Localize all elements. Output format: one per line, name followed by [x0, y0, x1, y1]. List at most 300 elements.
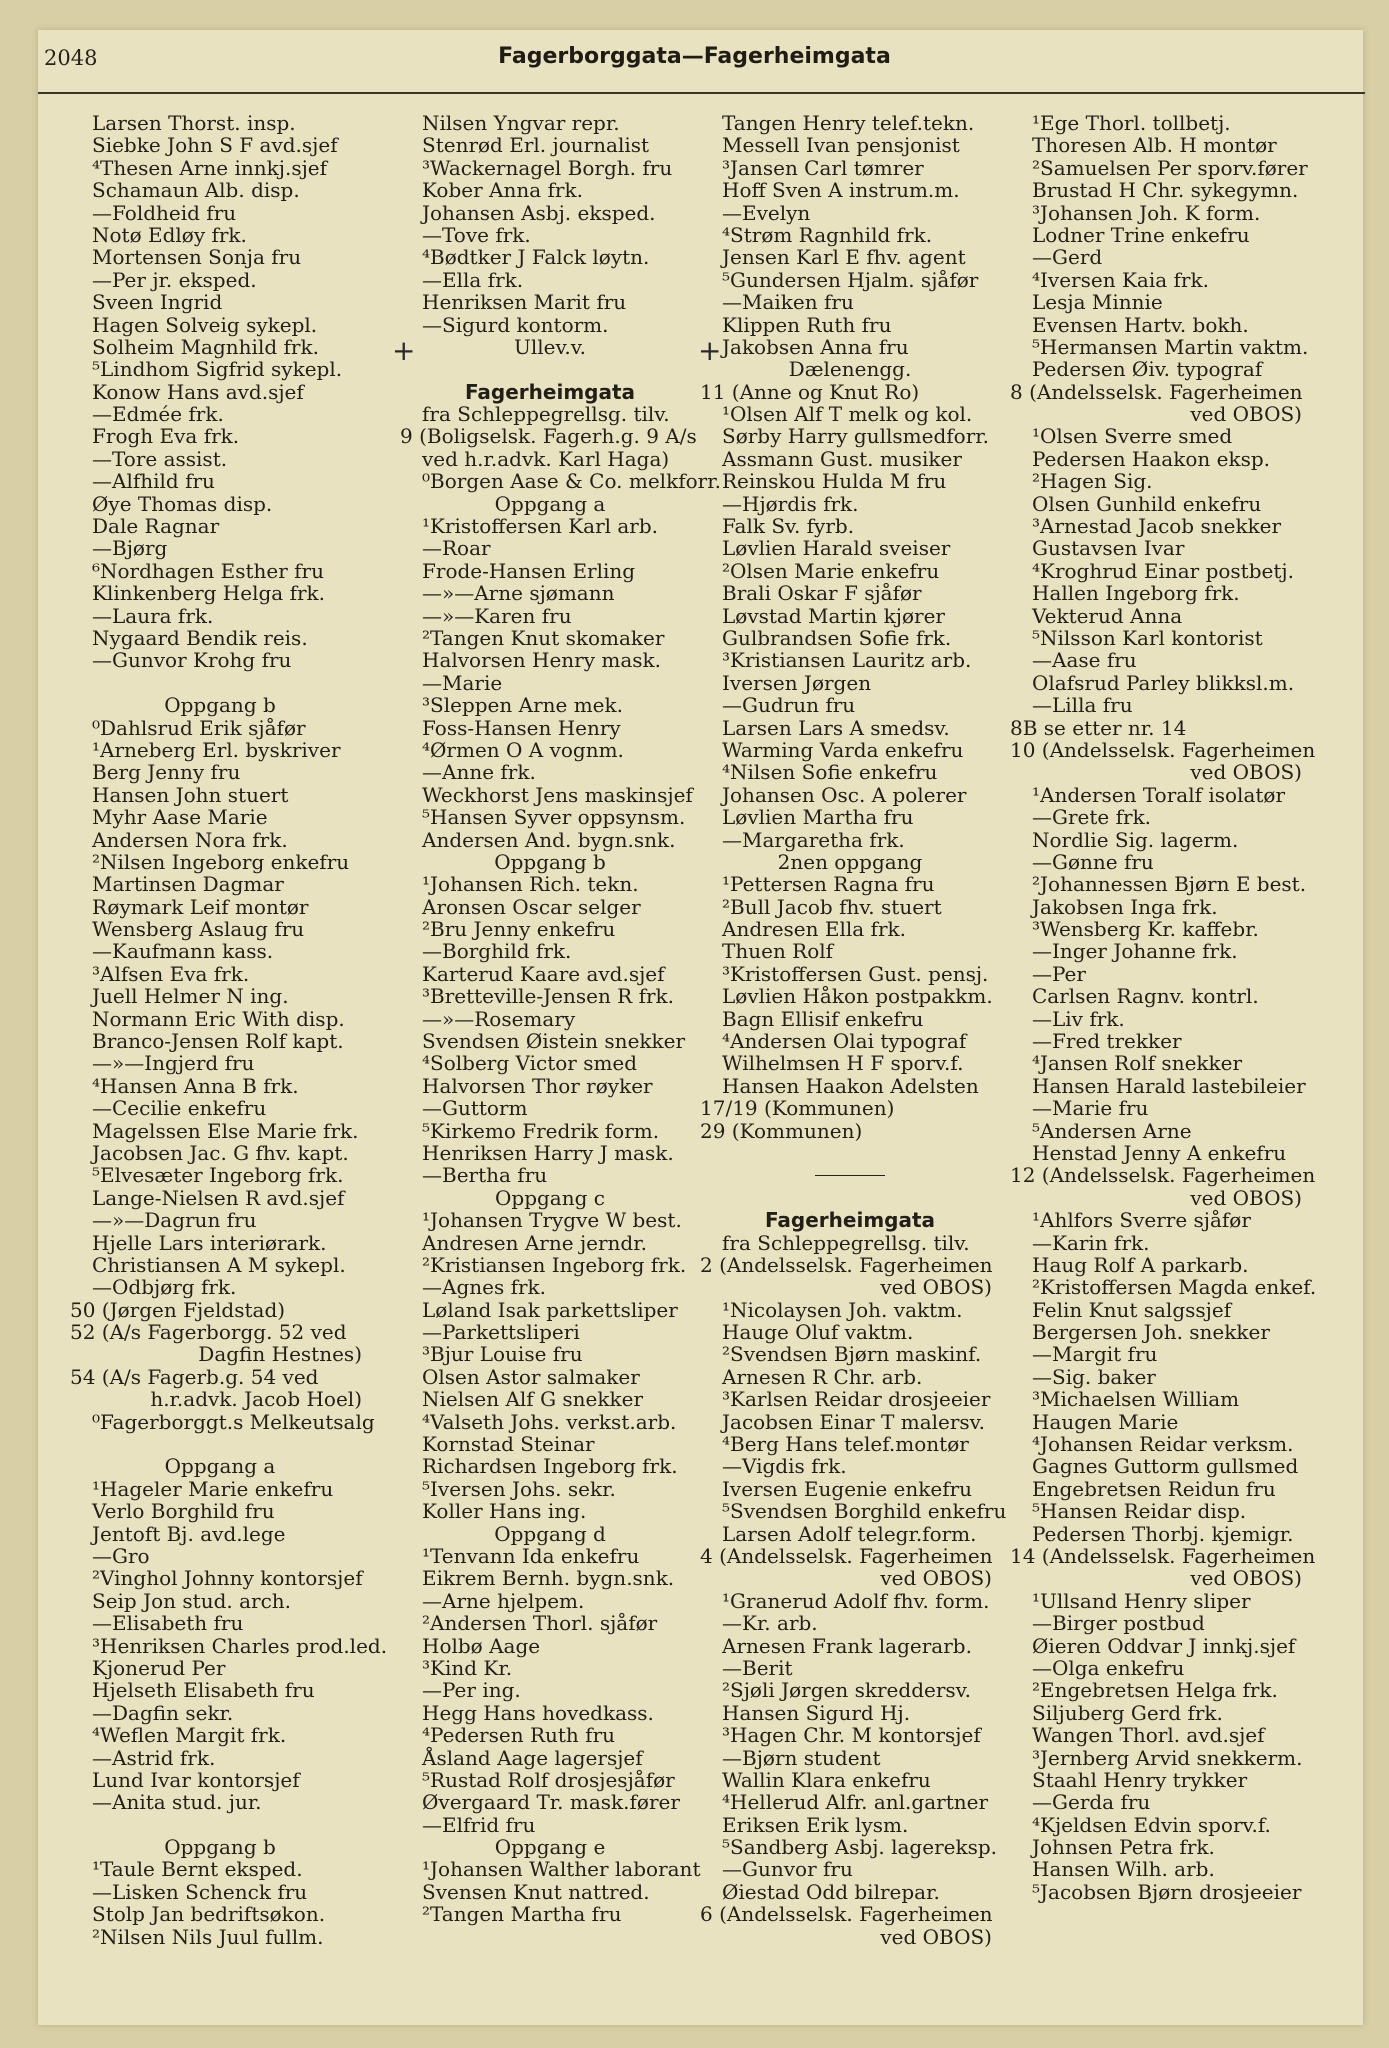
- directory-entry: ²Bru Jenny enkefru: [422, 917, 616, 942]
- directory-entry: Klippen Ruth fru: [722, 312, 892, 337]
- directory-entry: ¹Kristoffersen Karl arb.: [422, 514, 659, 539]
- directory-entry: ¹Hageler Marie enkefru: [92, 1476, 334, 1501]
- directory-entry: —Gunvor Krohg fru: [92, 648, 292, 673]
- directory-entry: Weckhorst Jens maskinsjef: [422, 782, 693, 807]
- directory-entry: Svensen Knut nattred.: [422, 1879, 650, 1904]
- directory-entry: —»—Dagrun fru: [92, 1208, 257, 1233]
- directory-entry: ved OBOS): [1190, 760, 1302, 785]
- directory-entry: ³Arnestad Jacob snekker: [1032, 514, 1282, 539]
- directory-entry: Sveen Ingrid: [92, 290, 223, 315]
- directory-entry: 4 (Andelsselsk. Fagerheimen: [700, 1544, 993, 1568]
- directory-entry: —»—Ingjerd fru: [92, 1051, 255, 1076]
- directory-entry: ved OBOS): [1190, 1185, 1302, 1210]
- directory-entry: ²Kristiansen Ingeborg frk.: [422, 1252, 687, 1277]
- directory-entry: —Gudrun fru: [722, 693, 856, 718]
- directory-entry: ⁵Sandberg Asbj. lagereksp.: [722, 1835, 998, 1860]
- directory-entry: ²Sjøli Jørgen skreddersv.: [722, 1678, 971, 1703]
- directory-entry: —Liv frk.: [1032, 1006, 1125, 1031]
- directory-entry: 29 (Kommunen): [700, 1118, 863, 1143]
- directory-entry: —Bjørg: [92, 536, 168, 561]
- directory-entry: Sørby Harry gullsmedforr.: [722, 424, 989, 449]
- directory-entry: Wallin Klara enkefru: [722, 1767, 931, 1792]
- directory-entry: ⁴Nilsen Sofie enkefru: [722, 760, 938, 785]
- directory-entry: Kober Anna frk.: [422, 178, 583, 203]
- spacer: [700, 1164, 1000, 1186]
- directory-entry: ⁰Borgen Aase & Co. melkforr.: [422, 469, 721, 494]
- directory-entry: —Per jr. eksped.: [92, 267, 257, 292]
- directory-entry: Carlsen Ragnv. kontrl.: [1032, 984, 1259, 1009]
- directory-entry: ved h.r.advk. Karl Haga): [422, 446, 670, 471]
- directory-entry: ⁵Nilsson Karl kontorist: [1032, 625, 1263, 650]
- directory-entry: Røymark Leif montør: [92, 894, 309, 919]
- directory-entry: Henriksen Harry J mask.: [422, 1140, 674, 1165]
- directory-entry: Haug Rolf A parkarb.: [1032, 1252, 1249, 1277]
- directory-entry: ¹Ahlfors Sverre sjåfør: [1032, 1208, 1251, 1233]
- directory-entry: ³Kristiansen Lauritz arb.: [722, 648, 972, 673]
- directory-entry: Wangen Thorl. avd.sjef: [1032, 1723, 1265, 1748]
- directory-entry: Lodner Trine enkefru: [1032, 222, 1250, 247]
- directory-entry: ⁴Ørmen O A vognm.: [422, 737, 624, 762]
- directory-entry: Foss-Hansen Henry: [422, 715, 621, 740]
- directory-entry: ⁴Valseth Johs. verkst.arb.: [422, 1409, 677, 1434]
- directory-entry: ved OBOS): [1190, 1566, 1302, 1591]
- directory-entry: —Olga enkefru: [1032, 1655, 1185, 1680]
- directory-entry: —Marie fru: [1032, 1096, 1149, 1121]
- directory-entry: ²Hagen Sig.: [1032, 469, 1153, 494]
- directory-entry: 8B se etter nr. 14: [1010, 715, 1187, 740]
- directory-entry: —Dagfin sekr.: [92, 1700, 234, 1725]
- directory-entry: Assmann Gust. musiker: [722, 446, 962, 471]
- directory-entry: ¹Johansen Rich. tekn.: [422, 872, 639, 897]
- directory-entry: Iversen Eugenie enkefru: [722, 1476, 973, 1501]
- directory-entry: —Lisken Schenck fru: [92, 1879, 308, 1904]
- directory-entry: Hagen Solveig sykepl.: [92, 312, 318, 337]
- directory-entry: —Gro: [92, 1544, 150, 1568]
- directory-entry: 2 (Andelsselsk. Fagerheimen: [700, 1252, 993, 1277]
- directory-entry: Hegg Hans hovedkass.: [422, 1700, 654, 1725]
- directory-entry: ⁴Jansen Rolf snekker: [1032, 1051, 1243, 1076]
- directory-entry: 17/19 (Kommunen): [700, 1096, 895, 1121]
- directory-entry: —Aase fru: [1032, 648, 1137, 673]
- directory-entry: Haugen Marie: [1032, 1409, 1179, 1434]
- directory-entry: Siebke John S F avd.sjef: [92, 133, 338, 158]
- directory-entry: —Bertha fru: [422, 1163, 548, 1188]
- directory-entry: ¹Pettersen Ragna fru: [722, 872, 935, 897]
- directory-entry: Løvlien Håkon postpakkm.: [722, 984, 993, 1009]
- directory-entry: Olsen Gunhild enkefru: [1032, 491, 1262, 516]
- directory-entry: ved OBOS): [880, 1566, 992, 1591]
- directory-entry: —Anne frk.: [422, 760, 536, 785]
- directory-entry: ⁵Kirkemo Fredrik form.: [422, 1118, 660, 1143]
- directory-entry: ²Johannessen Bjørn E best.: [1032, 872, 1307, 897]
- directory-entry: —Edmée frk.: [92, 402, 224, 427]
- directory-entry: —Hjørdis frk.: [722, 491, 859, 516]
- directory-entry: Evensen Hartv. bokh.: [1032, 312, 1249, 337]
- directory-entry: 9 (Boligselsk. Fagerh.g. 9 A/s: [400, 424, 697, 449]
- directory-entry: Schamaun Alb. disp.: [92, 178, 300, 203]
- directory-entry: —Cecilie enkefru: [92, 1096, 267, 1121]
- directory-entry: —Karin frk.: [1032, 1230, 1150, 1255]
- directory-entry: Andresen Ella frk.: [722, 917, 906, 942]
- directory-entry: Siljuberg Gerd frk.: [1032, 1700, 1223, 1725]
- directory-entry: Holbø Aage: [422, 1633, 541, 1658]
- directory-entry: —Elisabeth fru: [92, 1611, 244, 1636]
- directory-entry: —»—Rosemary: [422, 1006, 576, 1031]
- directory-entry: ²Samuelsen Per sporv.fører: [1032, 155, 1308, 180]
- directory-entry: Jacobsen Einar T malersv.: [722, 1409, 985, 1434]
- directory-entry: ²Andersen Thorl. sjåfør: [422, 1611, 658, 1636]
- directory-entry: 12 (Andelsselsk. Fagerheimen: [1010, 1163, 1316, 1188]
- directory-entry: Richardsen Ingeborg frk.: [422, 1454, 678, 1479]
- directory-entry: Larsen Thorst. insp.: [92, 111, 296, 135]
- directory-entry: ³Karlsen Reidar drosjeeier: [722, 1387, 991, 1412]
- directory-entry: Lesja Minnie: [1032, 290, 1163, 315]
- spacer: [70, 1814, 370, 1836]
- directory-entry: Hallen Ingeborg frk.: [1032, 581, 1240, 606]
- directory-entry: Arnesen Frank lagerarb.: [722, 1633, 972, 1658]
- directory-entry: ⁴Thesen Arne innkj.sjef: [92, 155, 328, 180]
- directory-entry: ⁴Strøm Ragnhild frk.: [722, 222, 933, 247]
- directory-entry: ²Engebretsen Helga frk.: [1032, 1678, 1278, 1703]
- directory-entry: Wilhelmsen H F sporv.f.: [722, 1051, 964, 1076]
- directory-entry: —Arne hjelpem.: [422, 1588, 585, 1613]
- directory-entry: ³Hagen Chr. M kontorsjef: [722, 1723, 981, 1748]
- directory-entry: —Anita stud. jur.: [92, 1790, 262, 1815]
- directory-entry: Frode-Hansen Erling: [422, 558, 636, 583]
- directory-entry: ⁵Elvesæter Ingeborg frk.: [92, 1163, 344, 1188]
- directory-entry: Koller Hans ing.: [422, 1499, 587, 1524]
- directory-entry: Seip Jon stud. arch.: [92, 1588, 292, 1613]
- directory-entry: —Alfhild fru: [92, 469, 215, 494]
- directory-entry: Reinskou Hulda M fru: [722, 469, 947, 494]
- directory-entry: Myhr Aase Marie: [92, 805, 268, 830]
- directory-entry: Tangen Henry telef.tekn.: [722, 111, 975, 135]
- directory-entry: —Margit fru: [1032, 1342, 1158, 1367]
- directory-entry: —Guttorm: [422, 1096, 528, 1121]
- directory-entry: Engebretsen Reidun fru: [1032, 1476, 1276, 1501]
- directory-entry: ³Alfsen Eva frk.: [92, 961, 250, 986]
- directory-entry: Løland Isak parkettsliper: [422, 1297, 678, 1322]
- directory-entry: ¹Johansen Trygve W best.: [422, 1208, 682, 1233]
- directory-entry: Hjelle Lars interiørark.: [92, 1230, 327, 1255]
- directory-entry: ²Tangen Knut skomaker: [422, 625, 665, 650]
- directory-entry: Øiestad Odd bilrepar.: [722, 1879, 940, 1904]
- directory-entry: Staahl Henry trykker: [1032, 1767, 1248, 1792]
- section-heading: Oppgang b: [164, 1835, 276, 1860]
- directory-entry: —Per ing.: [422, 1678, 521, 1703]
- directory-entry: Larsen Lars A smedsv.: [722, 715, 950, 740]
- section-heading: Oppgang a: [494, 491, 606, 516]
- directory-entry: ⁴Bødtker J Falck løytn.: [422, 245, 650, 270]
- directory-entry: fra Schleppegrellsg. tilv.: [722, 1230, 970, 1255]
- directory-entry: ¹Olsen Sverre smed: [1032, 424, 1233, 449]
- directory-entry: Olafsrud Parley blikksl.m.: [1032, 670, 1295, 695]
- directory-entry: —Astrid frk.: [92, 1745, 216, 1770]
- directory-entry: ³Johansen Joh. K form.: [1032, 200, 1261, 225]
- directory-entry: Verlo Borghild fru: [92, 1499, 275, 1524]
- directory-entry: ⁵Hansen Reidar disp.: [1032, 1499, 1247, 1524]
- directory-entry: ¹Olsen Alf T melk og kol.: [722, 402, 973, 427]
- directory-entry: Øye Thomas disp.: [92, 491, 273, 516]
- directory-entry: h.r.advk. Jacob Hoel): [150, 1387, 362, 1412]
- directory-entry: ⁰Dahlsrud Erik sjåfør: [92, 715, 306, 740]
- section-heading: 2nen oppgang: [777, 849, 923, 874]
- directory-entry: —Gerda fru: [1032, 1790, 1151, 1815]
- street-heading: Fagerheimgata: [464, 379, 636, 404]
- directory-entry: —Ella frk.: [422, 267, 524, 292]
- directory-entry: Olsen Astor salmaker: [422, 1364, 640, 1389]
- directory-entry: Brali Oskar F sjåfør: [722, 581, 922, 606]
- section-heading: Oppgang b: [494, 849, 606, 874]
- directory-entry: ²Kristoffersen Magda enkef.: [1032, 1275, 1317, 1300]
- directory-entry: ved OBOS): [880, 1275, 992, 1300]
- directory-entry: —Gønne fru: [1032, 849, 1154, 874]
- directory-entry: —Margaretha frk.: [722, 827, 905, 852]
- directory-entry: ¹Tenvann Ida enkefru: [422, 1544, 640, 1568]
- directory-entry: ²Tangen Martha fru: [422, 1902, 622, 1927]
- directory-entry: Løvlien Martha fru: [722, 805, 914, 830]
- directory-entry: ⁵Hansen Syver oppsynsm.: [422, 805, 686, 830]
- directory-entry: Hoff Sven A instrum.m.: [722, 178, 960, 203]
- directory-entry: Bagn Ellisif enkefru: [722, 1006, 924, 1031]
- directory-entry: Løvlien Harald sveiser: [722, 536, 951, 561]
- section-heading: Oppgang c: [495, 1185, 605, 1210]
- directory-entry: ³Kind Kr.: [422, 1655, 513, 1680]
- directory-entry: Felin Knut salgssjef: [1032, 1297, 1232, 1322]
- directory-entry: 52 (A/s Fagerborgg. 52 ved: [70, 1320, 347, 1345]
- directory-entry: Pedersen Øiv. typograf: [1032, 357, 1263, 382]
- directory-entry: Konow Hans avd.sjef: [92, 379, 304, 404]
- directory-entry: Juell Helmer N ing.: [92, 984, 289, 1009]
- plus-mark-icon: +: [392, 334, 416, 367]
- directory-entry: —Gerd: [1032, 245, 1103, 270]
- directory-entry: —Evelyn: [722, 200, 811, 225]
- directory-entry: Hansen Haakon Adelsten: [722, 1073, 979, 1098]
- directory-entry: ¹Arneberg Erl. byskriver: [92, 737, 341, 762]
- directory-entry: —Marie: [422, 670, 503, 695]
- directory-entry: Henstad Jenny A enkefru: [1032, 1140, 1287, 1165]
- directory-entry: Branco-Jensen Rolf kapt.: [92, 1029, 344, 1054]
- directory-entry: Jensen Karl E fhv. agent: [722, 245, 966, 270]
- directory-entry: 6 (Andelsselsk. Fagerheimen: [700, 1902, 993, 1927]
- directory-entry: Lund Ivar kontorsjef: [92, 1767, 300, 1792]
- section-heading: Oppgang e: [494, 1835, 606, 1860]
- directory-entry: Wensberg Aslaug fru: [92, 917, 305, 942]
- directory-entry: Pedersen Thorbj. kjemigr.: [1032, 1521, 1294, 1546]
- directory-entry: —Gunvor fru: [722, 1857, 853, 1882]
- directory-entry: ¹Taule Bernt eksped.: [92, 1857, 303, 1882]
- directory-entry: —Tore assist.: [92, 446, 228, 471]
- directory-entry: ⁵Jacobsen Bjørn drosjeeier: [1032, 1879, 1302, 1904]
- directory-entry: fra Schleppegrellsg. tilv.: [422, 402, 670, 427]
- directory-entry: Jakobsen Anna fru: [722, 334, 909, 359]
- directory-entry: Berg Jenny fru: [92, 760, 241, 785]
- directory-entry: Nordlie Sig. lagerm.: [1032, 827, 1239, 852]
- directory-entry: ²Olsen Marie enkefru: [722, 558, 940, 583]
- directory-entry: Kjonerud Per: [92, 1655, 226, 1680]
- spacer: [70, 672, 370, 694]
- directory-entry: Løvstad Martin kjører: [722, 603, 945, 628]
- directory-entry: Jakobsen Inga frk.: [1032, 894, 1218, 919]
- directory-entry: —»—Arne sjømann: [422, 581, 615, 606]
- directory-entry: ⁵Andersen Arne: [1032, 1118, 1192, 1143]
- directory-entry: Bergersen Joh. snekker: [1032, 1320, 1270, 1345]
- directory-entry: —Sig. baker: [1032, 1364, 1156, 1389]
- directory-entry: ⁴Kroghrud Einar postbetj.: [1032, 558, 1294, 583]
- directory-entry: Andersen Nora frk.: [92, 827, 288, 852]
- directory-entry: ⁴Johansen Reidar verksm.: [1032, 1432, 1294, 1457]
- directory-entry: Dagfin Hestnes): [198, 1342, 362, 1367]
- directory-entry: —Bjørn student: [722, 1745, 881, 1770]
- directory-entry: Hansen Wilh. arb.: [1032, 1857, 1215, 1882]
- directory-entry: Thuen Rolf: [722, 939, 834, 964]
- directory-entry: ⁵Svendsen Borghild enkefru: [722, 1499, 1007, 1524]
- directory-entry: Kornstad Steinar: [422, 1432, 595, 1457]
- directory-entry: ²Nilsen Ingeborg enkefru: [92, 849, 350, 874]
- directory-entry: ⁵Gundersen Hjalm. sjåfør: [722, 267, 979, 292]
- directory-entry: Øieren Oddvar J innkj.sjef: [1032, 1633, 1296, 1658]
- spacer: [400, 358, 700, 380]
- directory-entry: Øvergaard Tr. mask.fører: [422, 1790, 680, 1815]
- directory-entry: Hansen Sigurd Hj.: [722, 1700, 911, 1725]
- page-title: Fagerborggata—Fagerheimgata: [498, 44, 891, 69]
- column-3: [700, 111, 1007, 1949]
- directory-entry: —Kr. arb.: [722, 1611, 818, 1636]
- directory-entry: ⁴Berg Hans telef.montør: [722, 1432, 969, 1457]
- directory-entry: —Kaufmann kass.: [92, 939, 274, 964]
- spacer: [70, 1433, 370, 1455]
- directory-entry: Magelssen Else Marie frk.: [92, 1118, 359, 1143]
- directory-entry: —Foldheid fru: [92, 200, 237, 225]
- directory-entry: —Berit: [722, 1655, 793, 1680]
- directory-entry: Johnsen Petra frk.: [1032, 1835, 1215, 1860]
- directory-entry: 10 (Andelsselsk. Fagerheimen: [1010, 737, 1316, 762]
- directory-entry: 11 (Anne og Knut Ro): [700, 379, 920, 404]
- directory-entry: —Laura frk.: [92, 603, 214, 628]
- directory-entry: Andersen And. bygn.snk.: [422, 827, 676, 852]
- directory-entry: ³Sleppen Arne mek.: [422, 693, 623, 718]
- directory-entry: Eikrem Bernh. bygn.snk.: [422, 1566, 675, 1591]
- directory-entry: ²Vinghol Johnny kontorsjef: [92, 1566, 363, 1591]
- directory-entry: Vekterud Anna: [1032, 603, 1183, 628]
- directory-entry: Gustavsen Ivar: [1032, 536, 1185, 561]
- directory-entry: ³Jansen Carl tømrer: [722, 155, 924, 180]
- directory-entry: —Sigurd kontorm.: [422, 312, 609, 337]
- directory-entry: ³Wackernagel Borgh. fru: [422, 155, 673, 180]
- directory-entry: Nilsen Yngvar repr.: [422, 111, 620, 135]
- directory-entry: Hansen John stuert: [92, 782, 289, 807]
- directory-entry: ved OBOS): [880, 1924, 992, 1949]
- directory-entry: Christiansen A M sykepl.: [92, 1252, 346, 1277]
- directory-entry: Lange-Nielsen R avd.sjef: [92, 1185, 345, 1210]
- directory-entry: Jentoft Bj. avd.lege: [92, 1521, 286, 1546]
- directory-entry: Stolp Jan bedriftsøkon.: [92, 1902, 326, 1927]
- directory-entry: —»—Karen fru: [422, 603, 572, 628]
- directory-entry: ¹Andersen Toralf isolatør: [1032, 782, 1286, 807]
- directory-entry: Falk Sv. fyrb.: [722, 514, 855, 539]
- directory-entry: Hjelseth Elisabeth fru: [92, 1678, 315, 1703]
- directory-entry: ³Michaelsen William: [1032, 1387, 1240, 1412]
- directory-entry: Thoresen Alb. H montør: [1032, 133, 1277, 158]
- section-heading: Dælenengg.: [788, 357, 912, 382]
- directory-entry: ³Kristoffersen Gust. pensj.: [722, 961, 989, 986]
- directory-entry: ⁶Nordhagen Esther fru: [92, 558, 324, 583]
- directory-entry: —Elfrid fru: [422, 1812, 536, 1837]
- directory-entry: Johansen Asbj. eksped.: [422, 200, 656, 225]
- directory-entry: 8 (Andelsselsk. Fagerheimen: [1010, 379, 1303, 404]
- section-heading: Oppgang b: [164, 693, 276, 718]
- directory-entry: —Per: [1032, 961, 1086, 986]
- directory-entry: —Roar: [422, 536, 491, 561]
- directory-entry: ⁴Solberg Victor smed: [422, 1051, 638, 1076]
- directory-entry: ²Svendsen Bjørn maskinf.: [722, 1342, 982, 1367]
- directory-entry: ⁵Rustad Rolf drosjesjåfør: [422, 1767, 675, 1792]
- directory-entry: Pedersen Haakon eksp.: [1032, 446, 1270, 471]
- directory-entry: Karterud Kaare avd.sjef: [422, 961, 665, 986]
- directory-entry: Solheim Magnhild frk.: [92, 334, 319, 359]
- directory-entry: Jacobsen Jac. G fhv. kapt.: [92, 1140, 349, 1165]
- directory-entry: ⁴Iversen Kaia frk.: [1032, 267, 1209, 292]
- column-2: [400, 111, 721, 1927]
- directory-entry: ⁴Pedersen Ruth fru: [422, 1723, 616, 1748]
- directory-entry: Arnesen R Chr. arb.: [722, 1364, 923, 1389]
- directory-entry: ³Bretteville-Jensen R frk.: [422, 984, 675, 1009]
- directory-entry: —Odbjørg frk.: [92, 1275, 237, 1300]
- directory-entry: Larsen Adolf telegr.form.: [722, 1521, 977, 1546]
- directory-entry: Johansen Osc. A polerer: [722, 782, 967, 807]
- directory-entry: —Birger postbud: [1032, 1611, 1205, 1636]
- directory-entry: Klinkenberg Helga frk.: [92, 581, 326, 606]
- page-number: 2048: [44, 46, 98, 70]
- spacer: [700, 1187, 1000, 1209]
- directory-entry: —Agnes frk.: [422, 1275, 547, 1300]
- directory-entry: ¹Granerud Adolf fhv. form.: [722, 1588, 990, 1613]
- directory-entry: ²Nilsen Nils Juul fullm.: [92, 1924, 324, 1949]
- directory-entry: —Borghild frk.: [422, 939, 572, 964]
- directory-entry: Hauge Oluf vaktm.: [722, 1320, 914, 1345]
- directory-entry: ⁴Hellerud Alfr. anl.gartner: [722, 1790, 989, 1815]
- directory-entry: 50 (Jørgen Fjeldstad): [70, 1297, 286, 1322]
- directory-entry: ved OBOS): [1190, 402, 1302, 427]
- directory-entry: ⁴Andersen Olai typograf: [722, 1029, 967, 1054]
- directory-entry: Svendsen Øistein snekker: [422, 1029, 686, 1054]
- directory-entry: Brustad H Chr. sykegymn.: [1032, 178, 1299, 203]
- directory-entry: —Tove frk.: [422, 222, 531, 247]
- directory-entry: Notø Edløy frk.: [92, 222, 247, 247]
- section-heading: Oppgang a: [164, 1454, 276, 1479]
- directory-entry: Eriksen Erik lysm.: [722, 1812, 909, 1837]
- directory-entry: ¹Nicolaysen Joh. vaktm.: [722, 1297, 963, 1322]
- directory-entry: Nygaard Bendik reis.: [92, 625, 308, 650]
- directory-entry: —Grete frk.: [1032, 805, 1152, 830]
- directory-entry: ⁵Lindhom Sigfrid sykepl.: [92, 357, 343, 382]
- directory-entry: ³Henriksen Charles prod.led.: [92, 1633, 388, 1658]
- section-heading: Oppgang d: [494, 1521, 606, 1546]
- directory-entry: Mortensen Sonja fru: [92, 245, 302, 270]
- directory-entry: Hansen Harald lastebileier: [1032, 1073, 1306, 1098]
- directory-entry: Aronsen Oscar selger: [422, 894, 641, 919]
- directory-entry: ⁴Weflen Margit frk.: [92, 1723, 287, 1748]
- directory-entry: Stenrød Erl. journalist: [422, 133, 650, 158]
- directory-entry: —Inger Johanne frk.: [1032, 939, 1238, 964]
- directory-entry: Warming Varda enkefru: [722, 737, 964, 762]
- directory-entry: Henriksen Marit fru: [422, 290, 627, 315]
- directory-entry: ³Wensberg Kr. kaffebr.: [1032, 917, 1259, 942]
- directory-entry: ²Bull Jacob fhv. stuert: [722, 894, 942, 919]
- directory-entry: ³Jernberg Arvid snekkerm.: [1032, 1745, 1303, 1770]
- directory-entry: ¹Ege Thorl. tollbetj.: [1032, 111, 1231, 135]
- column-1: [70, 111, 388, 1949]
